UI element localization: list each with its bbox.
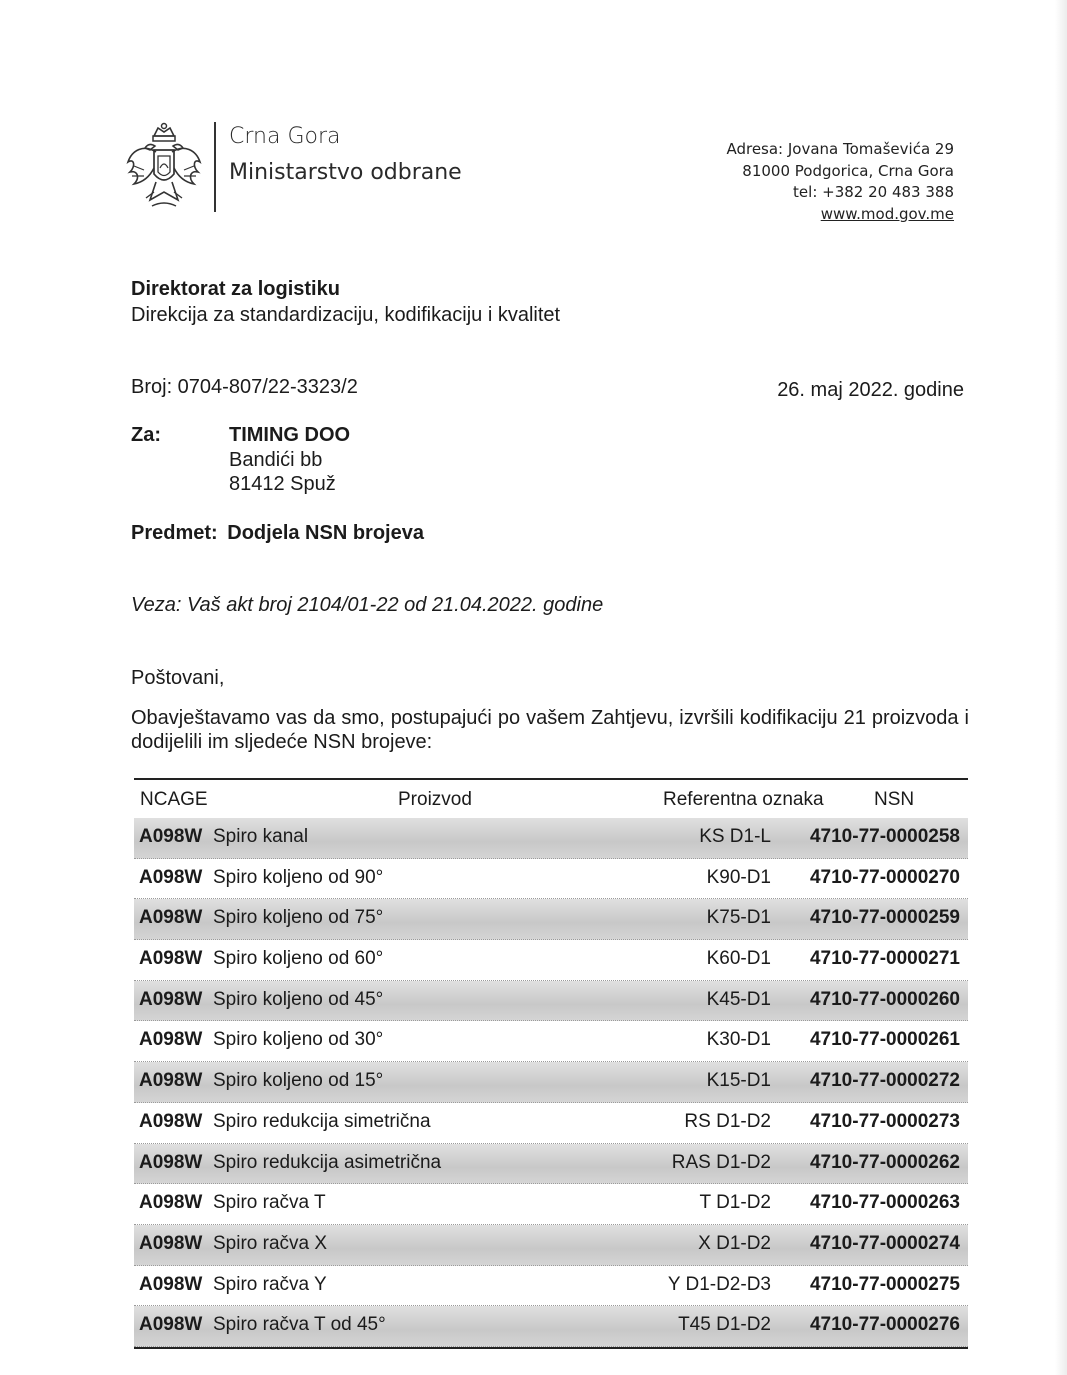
ministry-name: Ministarstvo odbrane — [229, 160, 462, 185]
ncage-cell: A098W — [139, 1273, 203, 1295]
ncage-cell: A098W — [139, 1314, 203, 1336]
directorate-subname: Direkcija za standardizaciju, kodifikaciju i kvalitet — [131, 304, 561, 326]
product-cell: Spiro koljeno od 60° — [213, 948, 384, 970]
letterhead-divider — [214, 122, 216, 212]
subject-label: Predmet: — [131, 522, 218, 544]
ncage-cell: A098W — [139, 1192, 203, 1214]
product-cell: Spiro koljeno od 90° — [213, 866, 384, 888]
greeting: Poštovani, — [131, 667, 225, 689]
reference-cell: RS D1-D2 — [684, 1110, 771, 1132]
address-line-street: Adresa: Jovana Tomaševića 29 — [726, 140, 954, 158]
product-cell: Spiro račva T od 45° — [213, 1314, 386, 1336]
directorate-name: Direktorat za logistiku — [131, 278, 340, 300]
nsn-cell: 4710-77-0000272 — [809, 1070, 960, 1092]
subject-line — [131, 522, 424, 545]
product-cell: Spiro koljeno od 75° — [213, 907, 384, 929]
ncage-cell: A098W — [139, 1029, 203, 1051]
reference-cell: K45-D1 — [706, 988, 771, 1010]
table-row — [134, 859, 968, 900]
reference-cell: K30-D1 — [706, 1029, 771, 1051]
reference-cell: T D1-D2 — [699, 1192, 771, 1214]
nsn-cell: 4710-77-0000263 — [809, 1192, 960, 1214]
nsn-table — [134, 778, 968, 1349]
reference-veza: Veza: Vaš akt broj 2104/01-22 od 21.04.2022. godine — [131, 594, 604, 616]
ncage-cell: A098W — [139, 1110, 203, 1132]
nsn-cell: 4710-77-0000274 — [809, 1232, 960, 1254]
reference-cell: K60-D1 — [706, 948, 771, 970]
reference-cell: X D1-D2 — [698, 1232, 771, 1254]
header-product: Proizvod — [398, 789, 472, 810]
product-cell: Spiro kanal — [213, 826, 309, 847]
table-row — [134, 1103, 968, 1144]
ncage-cell: A098W — [139, 826, 203, 847]
nsn-cell: 4710-77-0000261 — [809, 1029, 960, 1051]
table-row — [134, 1021, 968, 1062]
ncage-cell: A098W — [139, 1151, 203, 1173]
reference-cell: RAS D1-D2 — [671, 1151, 771, 1173]
nsn-cell: 4710-77-0000273 — [809, 1110, 960, 1132]
reference-cell: K90-D1 — [706, 866, 771, 888]
nsn-cell: 4710-77-0000258 — [809, 826, 960, 847]
ncage-cell: A098W — [139, 948, 203, 970]
website-link[interactable]: www.mod.gov.me — [820, 204, 954, 223]
product-cell: Spiro redukcija asimetrična — [213, 1151, 442, 1173]
product-cell: Spiro koljeno od 30° — [213, 1029, 384, 1051]
body-paragraph: Obavještavamo vas da smo, postupajući po vašem Zahtjevu, izvršili kodifikaciju 21 proizvoda i dodijelili im sljedeće NSN brojeve: — [131, 707, 969, 753]
product-cell: Spiro račva X — [213, 1232, 328, 1254]
subject-text: Dodjela NSN brojeva — [227, 522, 424, 544]
nsn-cell: 4710-77-0000260 — [809, 988, 960, 1010]
table-row — [134, 1144, 968, 1185]
reference-cell: K75-D1 — [706, 907, 771, 929]
scan-edge-shadow — [1055, 0, 1067, 1375]
table-body — [134, 818, 968, 1347]
table-row — [134, 1306, 968, 1347]
recipient-name: TIMING DOO — [229, 424, 351, 446]
table-row — [134, 1062, 968, 1103]
address-block — [726, 139, 954, 225]
ncage-cell: A098W — [139, 866, 203, 888]
recipient-address-line2: 81412 Spuž — [229, 473, 336, 495]
header-nsn: NSN — [874, 789, 915, 810]
table-row — [134, 1184, 968, 1225]
table-row — [134, 1266, 968, 1307]
recipient-address-line1: Bandići bb — [229, 449, 323, 471]
ncage-cell: A098W — [139, 988, 203, 1010]
product-cell: Spiro koljeno od 45° — [213, 988, 384, 1010]
header-ncage: NCAGE — [140, 789, 208, 810]
table-row — [134, 818, 968, 859]
header-reference: Referentna oznaka — [663, 789, 824, 810]
product-cell: Spiro račva Y — [213, 1273, 327, 1295]
table-row — [134, 940, 968, 981]
ncage-cell: A098W — [139, 1070, 203, 1092]
nsn-cell: 4710-77-0000262 — [809, 1151, 960, 1173]
table-row — [134, 899, 968, 940]
product-cell: Spiro koljeno od 15° — [213, 1070, 384, 1092]
document-number: Broj: 0704-807/22-3323/2 — [131, 376, 358, 398]
document-date: 26. maj 2022. godine — [777, 379, 964, 401]
ncage-cell: A098W — [139, 1232, 203, 1254]
nsn-cell: 4710-77-0000275 — [809, 1273, 960, 1295]
nsn-cell: 4710-77-0000259 — [809, 907, 960, 929]
country-name: Crna Gora — [229, 124, 341, 149]
product-cell: Spiro redukcija simetrična — [213, 1110, 431, 1132]
address-line-phone: tel: +382 20 483 388 — [793, 183, 954, 201]
recipient-label: Za: — [131, 424, 161, 446]
table-row — [134, 1225, 968, 1266]
reference-cell: K15-D1 — [706, 1070, 771, 1092]
product-cell: Spiro račva T — [213, 1192, 326, 1214]
montenegro-coat-of-arms-icon — [126, 122, 202, 212]
nsn-cell: 4710-77-0000276 — [809, 1314, 960, 1336]
reference-cell: KS D1-L — [699, 826, 771, 847]
nsn-cell: 4710-77-0000270 — [809, 866, 960, 888]
nsn-cell: 4710-77-0000271 — [809, 948, 960, 970]
ncage-cell: A098W — [139, 907, 203, 929]
table-header-row — [134, 780, 968, 818]
address-line-city: 81000 Podgorica, Crna Gora — [742, 161, 954, 180]
reference-cell: T45 D1-D2 — [678, 1314, 771, 1336]
table-row — [134, 981, 968, 1022]
reference-cell: Y D1-D2-D3 — [667, 1273, 771, 1295]
